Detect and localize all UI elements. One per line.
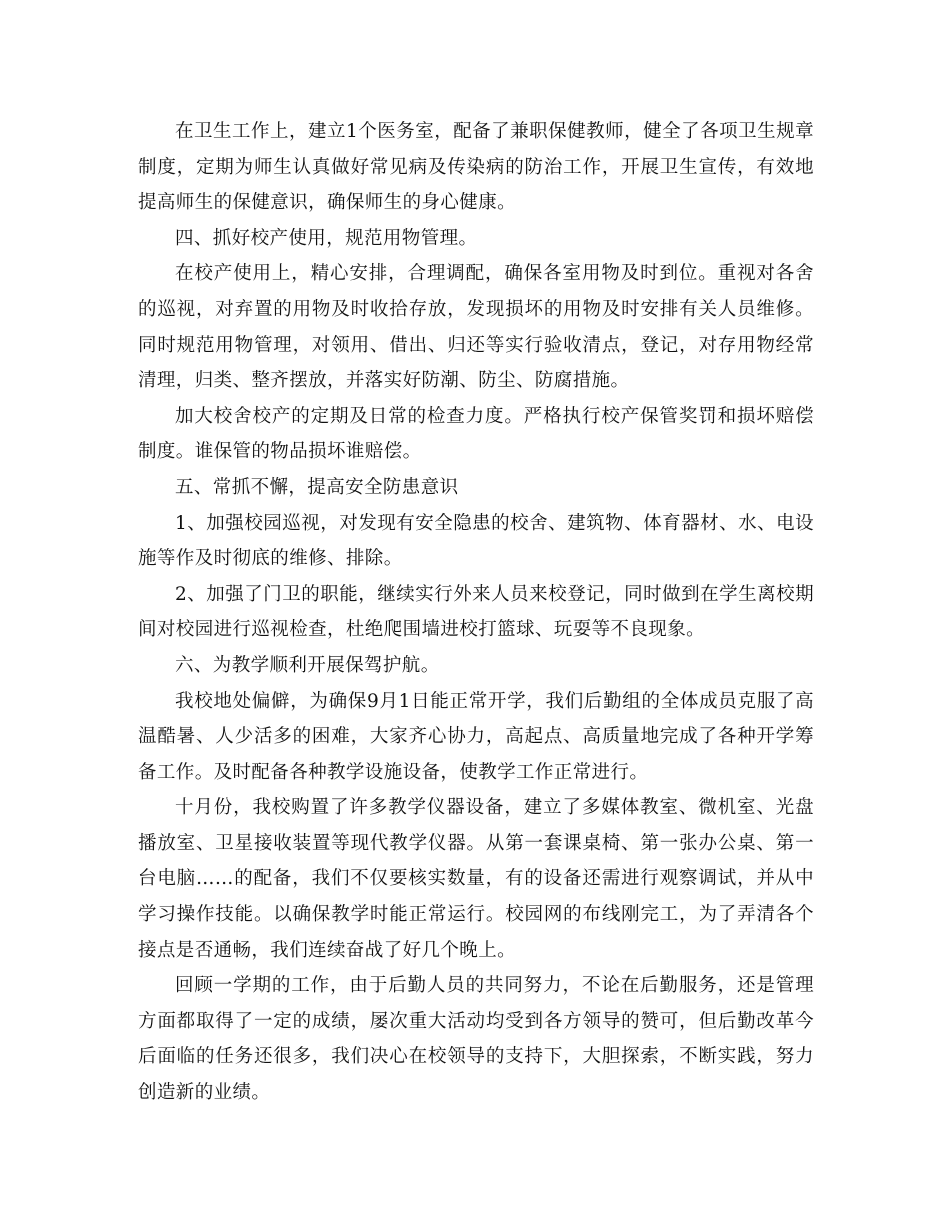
paragraph-summary: 回顾一学期的工作，由于后勤人员的共同努力，不论在后勤服务，还是管理方面都取得了一定的成绩，屡次重大活动均受到各方领导的赞可，但后勤改革今后面临的任务还很多，我们决心在校领导的支持下，大胆探索，不断实践，努力创造新的业绩。 — [138, 975, 814, 1104]
paragraph-inspection: 加大校舍校产的定期及日常的检查力度。严格执行校产保管奖罚和损坏赔偿制度。谁保管的物品损坏谁赔偿。 — [138, 405, 814, 463]
paragraph-school-property-use: 在校产使用上，精心安排，合理调配，确保各室用物及时到位。重视对各舍的巡视，对弃置的用物及时收拾存放，发现损坏的用物及时安排有关人员维修。同时规范用物管理，对领用、借出、归还等实行验收清点，登记，对存用物经常清理，归类、整齐摆放，并落实好防潮、防尘、防腐措施。 — [138, 263, 814, 392]
section-heading-five: 五、常抓不懈，提高安全防患意识 — [175, 476, 459, 498]
paragraph-school-opening: 我校地处偏僻，为确保9月1日能正常开学，我们后勤组的全体成员克服了高温酷暑、人少活多的困难，大家齐心协力，高起点、高质量地完成了各种开学筹备工作。及时配备各种教学设施设备，使教学工作正常进行。 — [138, 690, 814, 783]
paragraph-hygiene-work: 在卫生工作上，建立1个医务室，配备了兼职保健教师，健全了各项卫生规章制度，定期为师生认真做好常见病及传染病的防治工作，开展卫生宣传，有效地提高师生的保健意识，确保师生的身心健康。 — [138, 121, 814, 214]
paragraph-guard-duty: 2、加强了门卫的职能，继续实行外来人员来校登记，同时做到在学生离校期间对校园进行巡视检查，杜绝爬围墙进校打篮球、玩耍等不良现象。 — [138, 583, 814, 641]
paragraph-equipment-purchase: 十月份，我校购置了许多教学仪器设备，建立了多媒体教室、微机室、光盘播放室、卫星接收装置等现代教学仪器。从第一套课桌椅、第一张办公桌、第一台电脑……的配备，我们不仅要核实数量，有的设备还需进行观察调试，并从中学习操作技能。以确保教学时能正常运行。校园网的布线刚完工，为了弄清各个接点是否通畅，我们连续奋战了好几个晚上。 — [138, 797, 814, 961]
section-heading-six: 六、为教学顺利开展保驾护航。 — [175, 654, 440, 676]
section-heading-four: 四、抓好校产使用，规范用物管理。 — [175, 227, 478, 249]
paragraph-campus-patrol: 1、加强校园巡视，对发现有安全隐患的校舍、建筑物、体育器材、水、电设施等作及时彻底的维修、排除。 — [138, 512, 814, 570]
document-body — [138, 114, 814, 1111]
